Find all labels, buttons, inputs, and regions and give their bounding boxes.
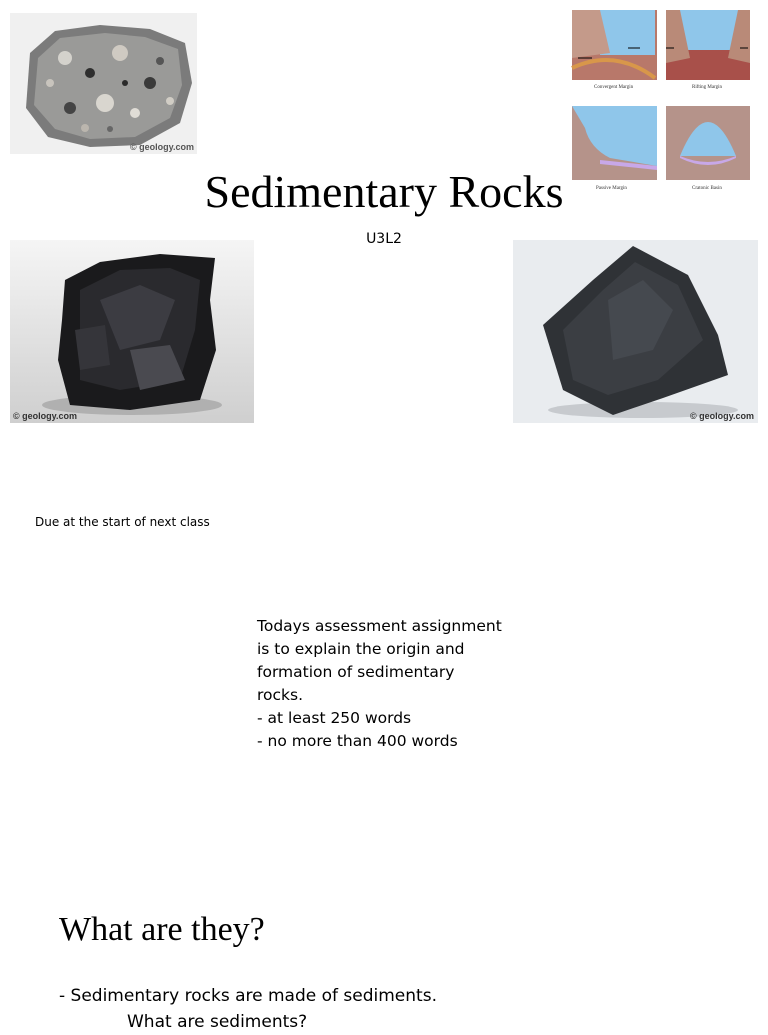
- coal-rock-image: [10, 240, 254, 423]
- section-bullets: [59, 983, 437, 1035]
- shale-rock-photo: [513, 240, 758, 423]
- shale-rock-image: [513, 240, 758, 423]
- caption-convergent: Convergent Margin: [594, 85, 634, 90]
- slide-subtitle: U3L2: [366, 231, 402, 247]
- caption-cratonic: Cratonic Basin: [692, 186, 722, 191]
- conglomerate-rock-photo: [10, 13, 197, 154]
- assignment-line: Todays assessment assignment: [257, 617, 502, 635]
- assignment-line: - no more than 400 words: [257, 732, 458, 750]
- conglomerate-rock-image: [10, 13, 197, 154]
- bullet-item: What are sediments?: [127, 1012, 308, 1032]
- bullet-item: - Sedimentary rocks are made of sediments.: [59, 986, 437, 1006]
- assignment-line: rocks.: [257, 686, 304, 704]
- caption-rifting: Rifting Margin: [692, 85, 723, 90]
- shale-credit: © geology.com: [690, 411, 754, 421]
- conglomerate-credit: © geology.com: [130, 142, 194, 152]
- assignment-line: formation of sedimentary: [257, 663, 455, 681]
- coal-credit: © geology.com: [13, 411, 77, 421]
- coal-rock-photo: [10, 240, 254, 423]
- assignment-text: [257, 615, 507, 753]
- due-note: Due at the start of next class: [35, 515, 210, 529]
- assignment-line: is to explain the origin and: [257, 640, 465, 658]
- slide-title: Sedimentary Rocks: [204, 166, 564, 217]
- section-heading: What are they?: [59, 911, 265, 948]
- caption-passive: Passive Margin: [596, 186, 627, 191]
- assignment-line: - at least 250 words: [257, 709, 412, 727]
